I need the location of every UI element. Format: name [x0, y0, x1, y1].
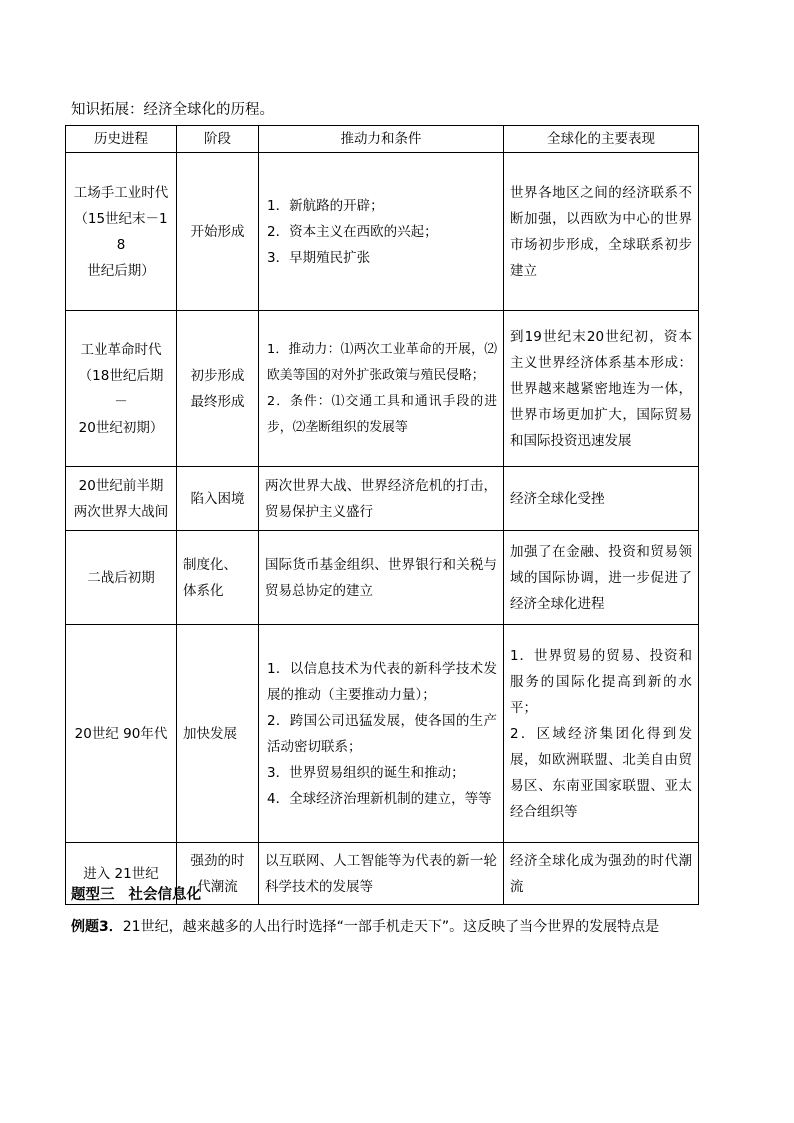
stage-cell: 强劲的时 代潮流 [177, 843, 259, 905]
table-row [66, 153, 699, 311]
intro-text: 知识拓展：经济全球化的历程。 [71, 102, 274, 118]
era-cell: 20世纪前半期 两次世界大战间 [66, 467, 177, 531]
drivers-cell: 以互联网、人工智能等为代表的新一轮科学技术的发展等 [259, 843, 504, 905]
performance-cell: 经济全球化受挫 [504, 467, 699, 531]
table-row [66, 311, 699, 467]
drivers-cell: 1．推动力：⑴两次工业革命的开展，⑵欧美等国的对外扩张政策与殖民侵略； 2．条件：⑴交通工具和通讯手段的进步，⑵垄断组织的发展等 [259, 311, 504, 467]
example-label: 例题3． [71, 919, 123, 935]
table-row [66, 467, 699, 531]
stage-cell: 初步形成 最终形成 [177, 311, 259, 467]
example-question [71, 915, 659, 939]
section-label: 题型三 [71, 887, 115, 903]
stage-cell: 开始形成 [177, 153, 259, 311]
era-cell: 二战后初期 [66, 531, 177, 625]
performance-cell: 经济全球化成为强劲的时代潮流 [504, 843, 699, 905]
header-performance: 全球化的主要表现 [504, 126, 699, 153]
era-cell: 20世纪 90年代 [66, 625, 177, 843]
era-cell: 进入 21世纪 [66, 843, 177, 905]
header-stage: 阶段 [177, 126, 259, 153]
era-cell: 工场手工业时代 （15世纪末－18 世纪后期） [66, 153, 177, 311]
era-cell: 工业革命时代 （18世纪后期－ 20世纪初期） [66, 311, 177, 467]
example-text: 21世纪，越来越多的人出行时选择“一部手机走天下”。这反映了当今世界的发展特点是 [122, 919, 660, 935]
globalization-history-table [65, 125, 699, 905]
drivers-cell: 1．以信息技术为代表的新科学技术发展的推动（主要推动力量）； 2．跨国公司迅猛发展，使各国的生产活动密切联系； 3．世界贸易组织的诞生和推动； 4．全球经济治理新机制的建立，等等 [259, 625, 504, 843]
performance-cell: 加强了在金融、投资和贸易领域的国际协调，进一步促进了经济全球化进程 [504, 531, 699, 625]
performance-cell: 到19世纪末20世纪初，资本主义世界经济体系基本形成：世界越来越紧密地连为一体，世界市场更加扩大，国际贸易和国际投资迅速发展 [504, 311, 699, 467]
performance-cell: 1．世界贸易的贸易、投资和服务的国际化提高到新的水平； 2．区域经济集团化得到发展，如欧洲联盟、北美自由贸易区、东南亚国家联盟、亚太经合组织等 [504, 625, 699, 843]
section-title: 社会信息化 [128, 887, 201, 903]
stage-cell: 加快发展 [177, 625, 259, 843]
drivers-cell: 两次世界大战、世界经济危机的打击，贸易保护主义盛行 [259, 467, 504, 531]
table-row [66, 625, 699, 843]
stage-cell: 陷入困境 [177, 467, 259, 531]
drivers-cell: 国际货币基金组织、世界银行和关税与贸易总协定的建立 [259, 531, 504, 625]
performance-cell: 世界各地区之间的经济联系不断加强，以西欧为中心的世界市场初步形成，全球联系初步建立 [504, 153, 699, 311]
header-drivers: 推动力和条件 [259, 126, 504, 153]
header-era: 历史进程 [66, 126, 177, 153]
table-row [66, 531, 699, 625]
drivers-cell: 1．新航路的开辟； 2．资本主义在西欧的兴起； 3．早期殖民扩张 [259, 153, 504, 311]
section-heading [71, 883, 201, 907]
stage-cell: 制度化、 体系化 [177, 531, 259, 625]
table-header-row [66, 126, 699, 153]
